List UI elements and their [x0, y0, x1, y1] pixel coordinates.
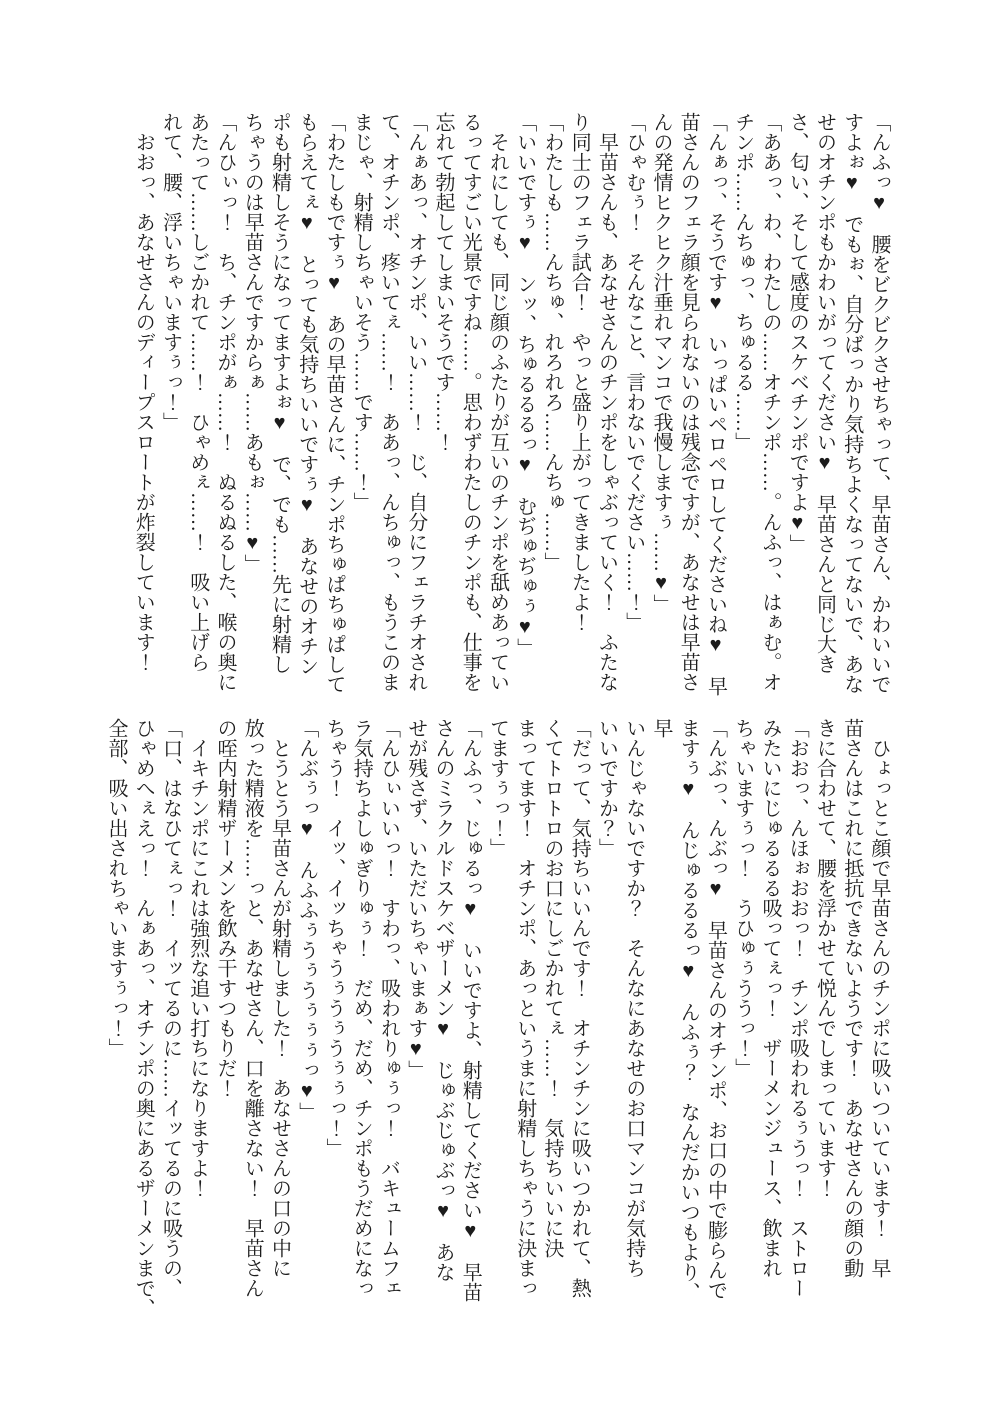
- text-line: おおっ、あなせさんのディープスロートが炸裂しています！: [132, 112, 155, 672]
- text-line: 「んひぃいいっ！ すわっ、吸われりゅぅっ！ バキュームフェ: [377, 718, 400, 1298]
- text-line: ひょっとこ顔で早苗さんのチンポに吸いついています！ 早: [868, 718, 890, 1278]
- text-line: 「おおっ、んほぉおおっ！ チンポ吸われるぅうっ！ ストロー: [786, 718, 809, 1298]
- text-line: 「ひゃむぅ！ そんなこと、言わないでください……！」: [622, 112, 645, 632]
- text-line: 「んふっ、じゅるっ♥ いいですよ、射精してください♥ 早苗: [459, 718, 482, 1302]
- text-line: ますぅ♥ んじゅるるるっ♥ んふぅ？ なんだかいつもより、早: [650, 718, 700, 1302]
- text-line: るってすごい光景ですね……。思わずわたしのチンポも、仕事を: [459, 112, 482, 692]
- text-line: 「いいですぅ♥ ンッ、ちゅるるるっ♥ むぢゅぢゅぅ♥」: [513, 112, 536, 658]
- text-line: てますぅっ！」: [486, 718, 509, 858]
- text-line: 「わたしも……んちゅ、れろれろ……んちゅ……」: [541, 112, 563, 572]
- text-line: ちゃいますぅっ！ うひゅぅううっ！」: [731, 718, 754, 1078]
- text-line: て、オチンポ、疼いてぇ……！ ああっ、んちゅっ、もうこのま: [377, 112, 400, 692]
- text-line: ひゃめへぇえっ！ んぁあっ、オチンポの奥にあるザーメンまで、: [132, 718, 155, 1318]
- text-line: とうとう早苗さんが射精しました！ あなせさんの口の中に: [268, 718, 291, 1278]
- text-line: の咥内射精ザーメンを飲み干すつもりだ！: [214, 718, 236, 1098]
- text-line: 早苗さんも、あなせさんのチンポをしゃぶっていく！ ふたな: [595, 112, 618, 692]
- text-line: いいですか？」: [595, 718, 618, 858]
- text-line: 「わたしもですぅ♥ あの早苗さんに、チンポちゅぱちゅぱして: [323, 112, 345, 694]
- text-line: 忘れて勃起してしまいそうです……！: [432, 112, 454, 452]
- text-line: んの発情ヒクヒク汁垂れマンコで我慢しますぅ……♥」: [650, 112, 672, 614]
- text-line: 「んひぃっ！ ち、チンポがぁ……！ ぬるぬるした、喉の奥に: [214, 112, 236, 692]
- text-line: 苗さんのフェラ顔を見られないのは残念ですが、あなせは早苗さ: [677, 112, 700, 692]
- text-line: せが残さず、いただいちゃいまぁす♥」: [404, 718, 427, 1080]
- text-line: まってます！ オチンポ、あっというまに射精しちゃうに決まっ: [513, 718, 536, 1298]
- text-line: さ、匂い、そして感度のスケベチンポですよ♥」: [786, 112, 809, 554]
- text-line: あたって……しごかれて……！ ひゃめぇ……！ 吸い上げら: [186, 112, 209, 672]
- text-line: きに合わせて、腰を浮かせて悦んでしまっています！: [813, 718, 836, 1198]
- text-line: まじゃ、射精しちゃいそう……です……！」: [350, 112, 373, 512]
- text-line: 全部、吸い出されちゃいますぅっ！」: [105, 718, 127, 1058]
- text-line: もらえてぇ♥ とっても気持ちいいですぅ♥ あなせのオチン: [295, 112, 318, 676]
- text-block-bottom: [105, 718, 892, 1320]
- text-line: 「んぶっ、んぶっ♥ 早苗さんのオチンポ、お口の中で膨らんで: [704, 718, 727, 1300]
- text-line: さんのミラクルドスケベザーメン♥ じゅぶじゅぶっ♥ あな: [432, 718, 454, 1282]
- text-line: れて、腰、浮いちゃいますぅっ！」: [159, 112, 182, 432]
- text-line: ラ気持ちよしゅぎりゅぅ！ だめ、だめ、チンポもうだめになっ: [350, 718, 373, 1298]
- text-line: 「んふっ♥ 腰をビクビクさせちゃって、早苗さん、かわいいで: [868, 112, 890, 694]
- text-line: 放った精液を……っと、あなせさん、口を離さない！ 早苗さん: [241, 718, 264, 1298]
- text-line: みたいにじゅるるる吸ってぇっ！ ザーメンジュース、飲まれ: [759, 718, 781, 1278]
- text-block-top: [120, 112, 892, 714]
- text-line: せのオチンポもかわいがってください♥ 早苗さんと同じ大き: [813, 112, 836, 674]
- text-line: ちゃうのは早苗さんですからぁ……あもぉ……♥」: [241, 112, 264, 574]
- text-line: 「んぶぅっ♥ んふふぅうぅうぅぅぅっ♥」: [295, 718, 318, 1122]
- text-line: 「ああっ、わ、わたしの……オチンポ……。んふっ、はぁむ。オ: [759, 112, 781, 692]
- text-line: いんじゃないですか？ そんなにあなせのお口マンコが気持ち: [622, 718, 645, 1278]
- text-line: ちゃう！ イッ、イッちゃうぅうぅうぅぅっ！」: [323, 718, 345, 1158]
- text-line: 「口、はなひてぇっ！ イッてるのに……イッてるのに吸うの、: [159, 718, 182, 1298]
- text-line: すよぉ♥ でもぉ、自分ばっかり気持ちよくなってないで、あな: [840, 112, 863, 694]
- text-line: ポも射精しそうになってますよぉ♥ で、でも……先に射精し: [268, 112, 291, 674]
- text-line: 苗さんはこれに抵抗できないようです！ あなせさんの顔の動: [840, 718, 863, 1278]
- text-line: イキチンポにこれは強烈な追い打ちになりますよ！: [186, 718, 209, 1198]
- text-line: チンポ……んちゅっ、ちゅるる……」: [731, 112, 754, 452]
- text-line: り同士のフェラ試合！ やっと盛り上がってきましたよ！: [568, 112, 591, 632]
- text-line: 「だって、気持ちいいんです！ オチンチンに吸いつかれて、熱: [568, 718, 591, 1298]
- text-line: 「んぁあっ、オチンポ、いい……！ じ、自分にフェラチオされ: [404, 112, 427, 692]
- text-line: 「んぁっ、そうです♥ いっぱいペロペロしてくださいね♥ 早: [704, 112, 727, 696]
- text-line: それにしても、同じ顔のふたりが互いのチンポを舐めあってい: [486, 112, 509, 692]
- text-line: くてトロトロのお口にしごかれてぇ……！ 気持ちいいに決: [541, 718, 563, 1258]
